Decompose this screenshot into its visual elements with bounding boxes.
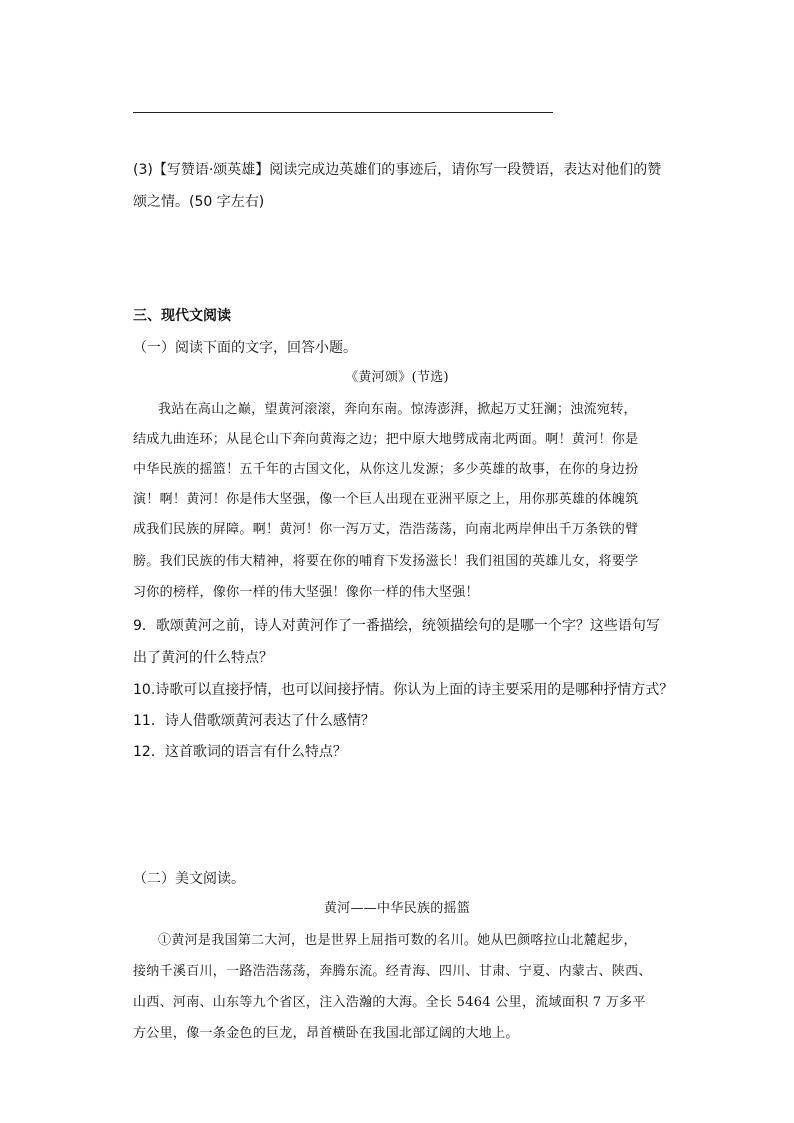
poem-line: 中华民族的摇篮！五千年的古国文化，从你这儿发源；多少英雄的故事，在你的身边扮 [133, 462, 639, 477]
question-9-line2: 出了黄河的什么特点？ [133, 650, 273, 666]
essay-line: 山西、河南、山东等九个省区，注入浩瀚的大海。全长 5464 公里，流域面积 7 万多平 [133, 995, 646, 1010]
poem-title: 《黄河颂》(节选) [345, 370, 449, 385]
q3-prompt-line1: (3)【写赞语·颂英雄】阅读完成边英雄们的事迹后，请你写一段赞语，表达对他们的赞 [133, 162, 662, 178]
poem-line: 习你的榜样，像你一样的伟大坚强！像你一样的伟大坚强！ [133, 585, 479, 600]
question-10: 10.诗歌可以直接抒情，也可以间接抒情。你认为上面的诗主要采用的是哪种抒情方式？ [133, 682, 674, 698]
essay-line: ①黄河是我国第二大河，也是世界上屈指可数的名川。她从巴颜喀拉山北麓起步， [158, 933, 637, 948]
poem-line: 结成九曲连环；从昆仑山下奔向黄海之边；把中原大地劈成南北两面。啊！黄河！你是 [133, 432, 639, 447]
poem-line: 成我们民族的屏障。啊！黄河！你一泻万丈，浩浩荡荡，向南北两岸伸出千万条铁的臂 [133, 522, 639, 537]
poem-line: 演！啊！黄河！你是伟大坚强，像一个巨人出现在亚洲平原之上，用你那英雄的体魄筑 [133, 492, 639, 507]
section-heading: 三、现代文阅读 [133, 308, 231, 324]
part2-intro: （二）美文阅读。 [133, 871, 245, 887]
q3-prompt-line2: 颂之情。(50 字左右) [133, 194, 265, 210]
poem-line: 膀。我们民族的伟大精神，将要在你的哺育下发扬滋长！我们祖国的英雄儿女，将要学 [133, 554, 639, 569]
question-12: 12．这首歌词的语言有什么特点？ [133, 744, 347, 760]
part1-intro: （一）阅读下面的文字，回答小题。 [133, 340, 357, 356]
question-11: 11．诗人借歌颂黄河表达了什么感情？ [133, 713, 375, 729]
question-9-line1: 9．歌颂黄河之前，诗人对黄河作了一番描绘，统领描绘句的是哪一个字？这些语句写 [133, 618, 660, 634]
essay-line: 接纳千溪百川，一路浩浩荡荡，奔腾东流。经青海、四川、甘肃、宁夏、内蒙古、陕西、 [133, 964, 652, 979]
essay-title: 黄河——中华民族的摇篮 [323, 901, 471, 916]
answer-line [133, 112, 553, 113]
essay-line: 方公里，像一条金色的巨龙，昂首横卧在我国北部辽阔的大地上。 [133, 1026, 519, 1041]
poem-line: 我站在高山之巅，望黄河滚滚，奔向东南。惊涛澎湃，掀起万丈狂澜；浊流宛转， [158, 402, 637, 417]
